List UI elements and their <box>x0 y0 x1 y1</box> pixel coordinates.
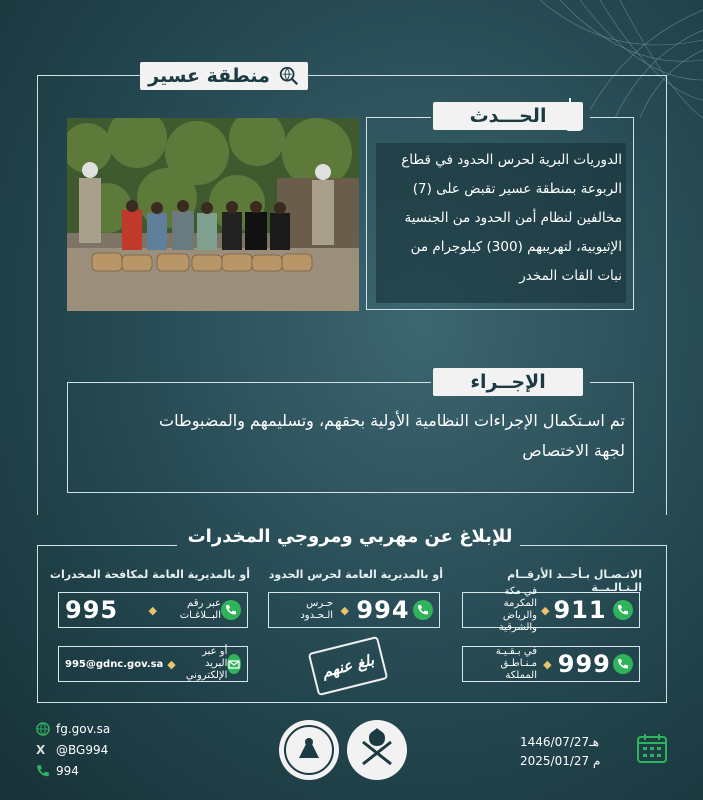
phone-green-icon <box>413 600 433 620</box>
event-box-top-line <box>366 117 431 118</box>
report-col2-title: أو بالمديرية العامة لحرس الحدود <box>268 568 443 581</box>
report-title: للإبلاغ عن مهربي ومروجي المخدرات <box>187 526 513 547</box>
event-text: الدوريات البرية لحرس الحدود في قطاع الربوعة بمنطقة عسير تقبض على (7) مخالفين لنظام أمن الحدود من الجنسية الإثيوبية، لتهريبهم (300) كيلوجرام من نبات القات المخدر <box>401 152 622 284</box>
footer-twitter[interactable]: X @BG994 <box>36 743 109 757</box>
x-logo-icon: X <box>36 743 46 757</box>
footer-date-greg: 2025/01/27 م <box>520 754 601 768</box>
phone-green-icon <box>613 600 633 620</box>
footer-date-hijri: 1446/07/27هـ <box>520 735 600 749</box>
envelope-green-icon <box>227 654 241 674</box>
report-col1-title: الاتـصـال بـأحــد الأرقــام الـتـالـيــة <box>507 568 642 594</box>
border-guard-emblem <box>277 718 341 782</box>
report-box-top-right <box>520 545 667 546</box>
phone-green-icon <box>221 600 241 620</box>
event-photo <box>67 118 359 311</box>
report-stamp: بلغ عنهم <box>308 636 389 696</box>
event-title: الحـــدث <box>433 102 583 130</box>
hotline-911[interactable]: 911 ◆ في مكة المكرمة والرياض والشرقية <box>462 592 640 628</box>
report-col3-title: أو بالمديرية العامة لمكافحة المخدرات <box>49 568 250 581</box>
arrow-icon: ◆ <box>148 603 157 617</box>
phone-icon <box>36 764 50 778</box>
phone-green-icon <box>613 654 633 674</box>
globe-icon <box>36 722 50 736</box>
action-text: تم اسـتكمال الإجراءات النظامية الأولية بحقهم، وتسليمهم والمضبوطات لجهة الاختصاص <box>159 411 625 460</box>
arrow-icon: ◆ <box>167 657 176 671</box>
saudi-emblem <box>345 718 409 782</box>
footer-phone[interactable]: 994 <box>36 764 79 778</box>
hotline-999[interactable]: 999 ◆ في بـقـيـة مـنـاطـق المملكة <box>462 646 640 682</box>
event-box-top-line-right <box>590 117 634 118</box>
action-title: الإجــراء <box>433 368 583 396</box>
magnifier-globe-icon <box>278 65 300 87</box>
calendar-icon <box>636 732 668 764</box>
hotline-995[interactable]: عبر رقم البــلاغـات ◆ 995 <box>58 592 248 628</box>
arrow-icon: ◆ <box>340 603 349 617</box>
action-box-top-line <box>67 382 431 383</box>
footer-website[interactable]: fg.gov.sa <box>36 722 110 736</box>
arrow-icon: ◆ <box>541 603 550 617</box>
action-box-top-line-right <box>590 382 634 383</box>
report-email[interactable]: أو عبر البريد الإلكتروني ◆ 995@gdnc.gov.sa <box>58 646 248 682</box>
report-box-top-left <box>37 545 177 546</box>
arrow-icon: ◆ <box>543 657 552 671</box>
region-title: منطقة عسير <box>140 62 308 90</box>
hotline-994[interactable]: 994 ◆ حـرس الـحـدود <box>268 592 440 628</box>
